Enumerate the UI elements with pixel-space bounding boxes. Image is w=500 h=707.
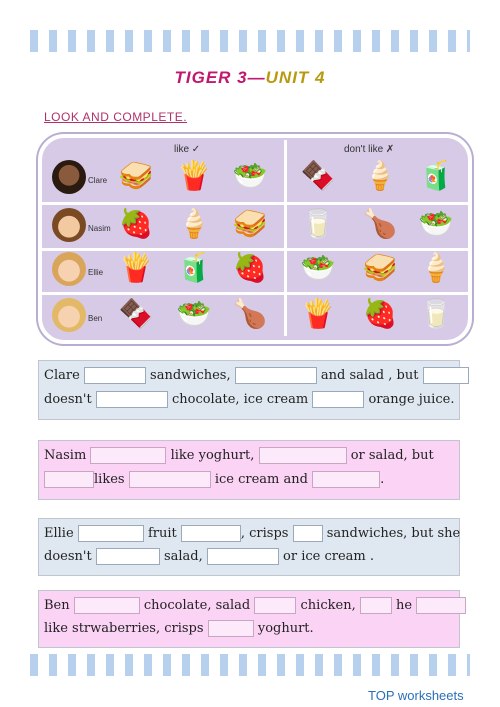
header-dont-like: don't like ✗: [344, 144, 395, 155]
logo-worksheets: worksheets: [394, 688, 464, 703]
exercise-ellie: [38, 518, 460, 576]
text: Ellie: [44, 526, 74, 541]
answer-blank[interactable]: [90, 447, 166, 464]
food-preferences-table: [38, 134, 472, 344]
answer-blank[interactable]: [96, 548, 160, 565]
text: doesn't: [44, 392, 92, 407]
answer-blank[interactable]: [96, 391, 168, 408]
text: Nasim: [44, 448, 87, 463]
salad-icon: 🥗: [232, 159, 268, 192]
answer-blank[interactable]: [207, 548, 279, 565]
text: ice cream and: [214, 472, 308, 487]
crisps-icon: 🍟: [176, 159, 212, 192]
chicken-icon: 🍗: [232, 297, 268, 330]
header-like: like ✓: [174, 144, 201, 155]
answer-blank[interactable]: [312, 391, 364, 408]
chocolate-icon: 🍫: [300, 159, 336, 192]
answer-blank[interactable]: [312, 471, 380, 488]
text: yoghurt.: [257, 621, 314, 636]
instruction: LOOK AND COMPLETE.: [44, 110, 188, 124]
answer-blank[interactable]: [74, 597, 140, 614]
text: sandwiches, but she: [326, 526, 461, 541]
salad-icon: 🥗: [418, 207, 454, 240]
answer-blank[interactable]: [423, 367, 469, 384]
exercise-nasim: [38, 440, 460, 500]
title-part-1: TIGER 3—: [174, 68, 266, 87]
answer-blank[interactable]: [235, 367, 317, 384]
text: .: [380, 472, 385, 487]
row-divider: [42, 202, 468, 205]
text: like yoghurt,: [170, 448, 255, 463]
title-part-2: UNIT 4: [265, 68, 326, 87]
text: chocolate, salad: [143, 598, 251, 613]
avatar-ellie: [52, 252, 86, 286]
ice-cream-icon: 🍦: [418, 251, 454, 284]
answer-blank[interactable]: [254, 597, 296, 614]
top-stripe-border: [30, 30, 470, 52]
answer-blank[interactable]: [84, 367, 146, 384]
chocolate-icon: 🍫: [118, 297, 154, 330]
answer-blank[interactable]: [293, 525, 323, 542]
text: chocolate, ice cream: [171, 392, 309, 407]
answer-blank[interactable]: [208, 620, 254, 637]
text: or ice cream .: [283, 549, 375, 564]
salad-icon: 🥗: [176, 297, 212, 330]
salad-icon: 🥗: [300, 251, 336, 284]
row-name: Ellie: [88, 268, 104, 277]
bottom-stripe-border: [30, 654, 470, 676]
answer-blank[interactable]: [78, 525, 144, 542]
sandwich-icon: 🥪: [118, 159, 154, 192]
row-divider: [42, 292, 468, 295]
avatar-nasim: [52, 208, 86, 242]
chicken-icon: 🍗: [362, 207, 398, 240]
text: salad,: [163, 549, 203, 564]
text: sandwiches,: [150, 368, 231, 383]
crisps-icon: 🍟: [118, 251, 154, 284]
answer-blank[interactable]: [44, 471, 94, 488]
topworksheets-logo[interactable]: [368, 688, 464, 703]
strawberries-icon: 🍓: [362, 297, 398, 330]
answer-blank[interactable]: [360, 597, 392, 614]
ice-cream-icon: 🍦: [176, 207, 212, 240]
row-name: Ben: [88, 314, 103, 323]
orange-juice-icon: 🧃: [418, 159, 454, 192]
answer-blank[interactable]: [181, 525, 241, 542]
column-divider: [284, 140, 287, 336]
row-name: Nasim: [88, 224, 111, 233]
answer-blank[interactable]: [416, 597, 466, 614]
exercise-clare: [38, 360, 460, 420]
row-name: Clare: [88, 176, 108, 185]
avatar-clare: [52, 160, 86, 194]
crisps-icon: 🍟: [300, 297, 336, 330]
exercise-ben: [38, 590, 460, 648]
avatar-ben: [52, 298, 86, 332]
text: and salad , but: [320, 368, 419, 383]
text: like strwaberries, crisps: [44, 621, 204, 636]
logo-top: TOP: [368, 688, 395, 703]
yoghurt-icon: 🥛: [300, 207, 336, 240]
text: fruit: [147, 526, 177, 541]
answer-blank[interactable]: [129, 471, 211, 488]
strawberries-icon: 🍓: [232, 251, 268, 284]
sandwich-icon: 🥪: [232, 207, 268, 240]
text: doesn't: [44, 549, 92, 564]
orange-juice-icon: 🧃: [176, 251, 212, 284]
text: orange juice.: [368, 392, 455, 407]
strawberries-icon: 🍓: [118, 207, 154, 240]
page-title: [0, 68, 500, 88]
sandwich-icon: 🥪: [362, 251, 398, 284]
text: Ben: [44, 598, 70, 613]
text: chicken,: [300, 598, 356, 613]
yoghurt-icon: 🥛: [418, 297, 454, 330]
text: he: [395, 598, 413, 613]
text: , crisps: [240, 526, 289, 541]
text: or salad, but: [350, 448, 434, 463]
text: likes: [94, 472, 125, 487]
text: Clare: [44, 368, 80, 383]
answer-blank[interactable]: [259, 447, 347, 464]
ice-cream-icon: 🍦: [362, 159, 398, 192]
